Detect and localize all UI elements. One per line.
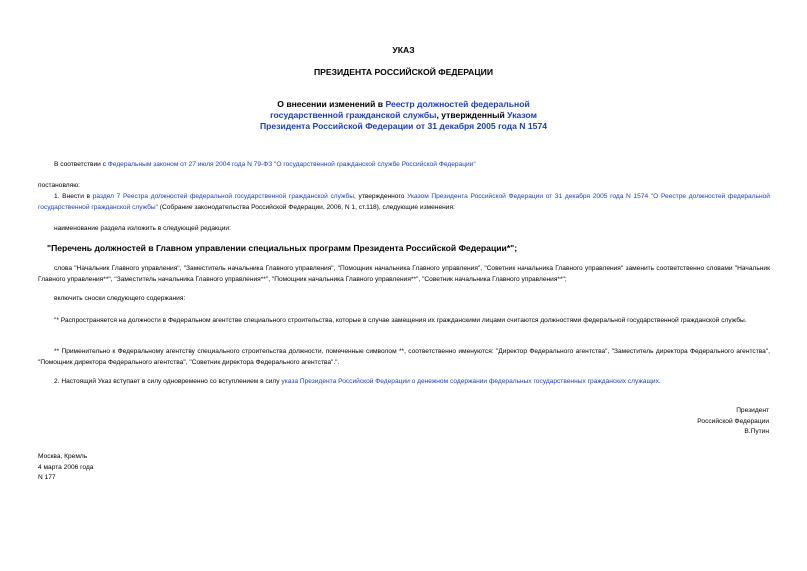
section-heading-quote: "Перечень должностей в Главном управлении специальных программ Президента Российской Федерации*"; <box>47 243 518 253</box>
item-2-text-2: . <box>658 378 661 385</box>
item-1a-paragraph: наименование раздела изложить в следующей редакции: <box>54 225 231 232</box>
doc-type-title: УКАЗ <box>392 45 415 55</box>
footnote-2-paragraph: ** Применительно к Федеральному агентству специального строительства должности, помеченные символом **, соответственно именуются: "Директор Федерального агентства", "Заместитель директора Федерального агентства", "Помощник директора Федерального агентства", "Советник директора Федерального агентства".". <box>38 348 770 366</box>
doc-subtitle <box>250 99 557 132</box>
salary-decree-link[interactable]: указа Президента Российской Федерации о денежном содержании федеральных государственных гражданских служащих <box>281 378 659 385</box>
item-2-paragraph <box>38 377 770 388</box>
footnote-1-paragraph: "* Распространяется на должности в Федеральном агентстве специального строительства, которые в случае замещения их гражданскими лицами считаются должностями федеральной государственной гражданской службы. <box>54 317 747 324</box>
signature-name: В.Путин <box>744 428 769 436</box>
decree-word: постановляю: <box>38 182 81 189</box>
item-1-text-3: (Собрание законодательства Российской Федерации, 2006, N 1, ст.118), следующие изменения: <box>157 203 455 211</box>
subtitle-text-2: , утвержденный <box>436 110 508 120</box>
item-1b-paragraph: слова "Начальник Главного управления", "Заместитель начальника Главного управления", "Помощник начальника Главного управления", "Советник начальника Главного управления" заменить соответственно словами "Начальник Главного управления**", "Заместитель начальника Главного управления**", "Помощник начальника Главного управления**", "Советник начальника Главного управления**"; <box>38 265 770 283</box>
date: 4 марта 2006 года <box>38 463 94 471</box>
intro-text: В соответствии с <box>54 161 108 168</box>
registry-link[interactable]: Реестр должностей федеральной государственной гражданской службы <box>270 99 530 120</box>
signature-title: Президент <box>736 407 769 414</box>
decree-1574-link[interactable]: Указом Президента Российской Федерации от 31 декабря 2005 года N 1574 <box>259 110 548 131</box>
place-date-block <box>38 452 93 484</box>
section-7-link[interactable]: раздел 7 Реестра должностей федеральной государственной гражданской службы <box>92 193 355 200</box>
decree-number: N 177 <box>38 474 56 482</box>
place: Москва, Кремль <box>38 453 88 460</box>
item-1-text-2: , утвержденного <box>354 193 408 200</box>
decree-1574-full-link[interactable]: Указом Президента Российской Федерации от 31 декабря 2005 года N 1574 "О Реестре должностей федеральной государственной гражданской службы" <box>38 193 770 211</box>
signature-country: Российской Федерации <box>697 417 769 425</box>
federal-law-link[interactable]: Федеральным законом от 27 июля 2004 года N 79-ФЗ "О государственной гражданской службе Российской Федерации" <box>107 161 476 168</box>
intro-paragraph <box>38 160 770 171</box>
item-1-paragraph <box>38 192 770 213</box>
item-1c-paragraph: включить сноски следующего содержания: <box>54 295 186 302</box>
signature-block <box>569 406 769 438</box>
item-1-text-1: 1. Внести в <box>54 193 93 200</box>
item-2-text-1: 2. Настоящий Указ вступает в силу одновременно со вступлением в силу <box>54 378 282 385</box>
issuer-title: ПРЕЗИДЕНТА РОССИЙСКОЙ ФЕДЕРАЦИИ <box>313 67 494 77</box>
subtitle-text-1: О внесении изменений в <box>277 99 386 109</box>
